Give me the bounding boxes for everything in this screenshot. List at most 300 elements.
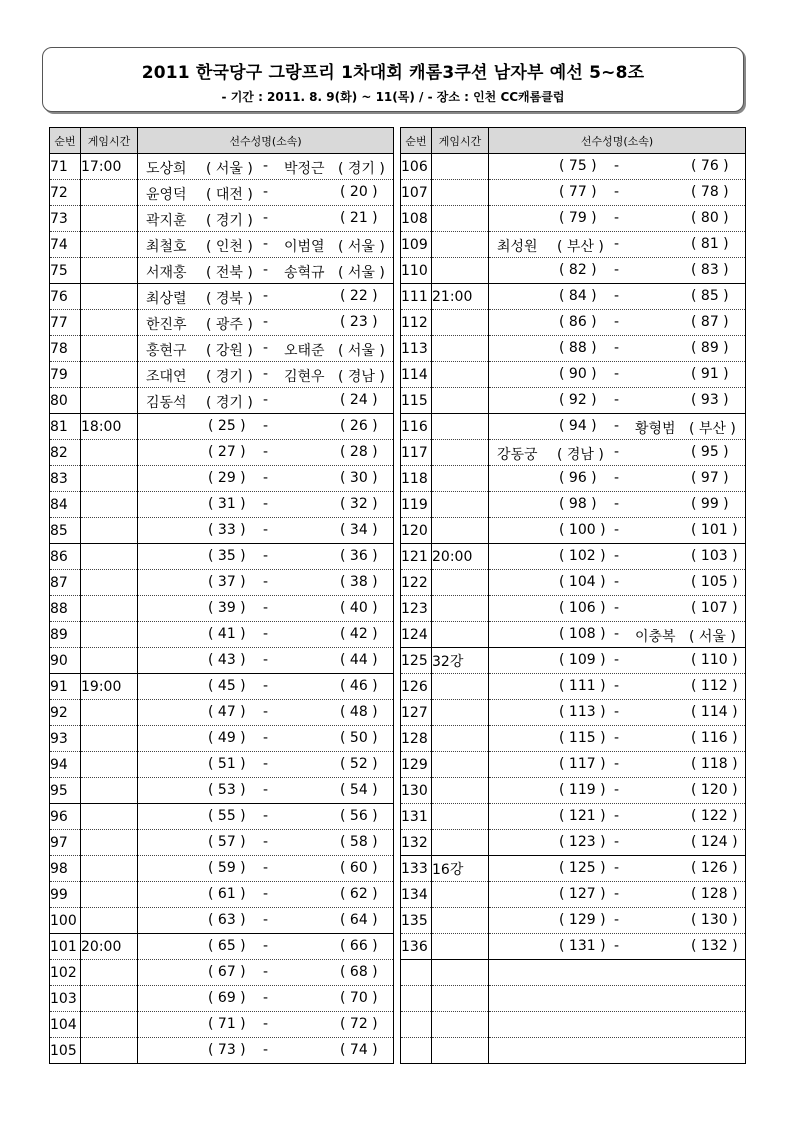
- players-cell: [138, 986, 394, 1012]
- player2-name: 박정근: [284, 161, 325, 177]
- match-number: 71: [50, 154, 81, 180]
- player2-affiliation: ( 126 ): [691, 860, 738, 876]
- vs-dash: -: [263, 184, 269, 200]
- player1-affiliation: ( 41 ): [208, 626, 246, 642]
- match-number: 102: [50, 960, 81, 986]
- col-header-num: 순번: [50, 128, 81, 154]
- vs-dash: -: [263, 470, 269, 486]
- players-cell: [138, 596, 394, 622]
- player1-affiliation: ( 대전 ): [206, 187, 253, 203]
- match-number: 135: [401, 908, 432, 934]
- vs-dash: -: [263, 288, 269, 304]
- players-cell: [138, 960, 394, 986]
- player2-name: 이충복: [635, 629, 676, 645]
- table-row: [50, 648, 394, 674]
- vs-dash: -: [263, 886, 269, 902]
- player1-affiliation: ( 27 ): [208, 444, 246, 460]
- match-number: 81: [50, 414, 81, 440]
- player1-name: 한진후: [146, 317, 187, 333]
- game-time: [81, 622, 138, 648]
- match-number: 72: [50, 180, 81, 206]
- table-row: [50, 960, 394, 986]
- match-number: 96: [50, 804, 81, 830]
- players-cell: [138, 154, 394, 180]
- player1-affiliation: ( 65 ): [208, 938, 246, 954]
- table-row: [50, 674, 394, 700]
- title-box: [42, 47, 744, 112]
- match-number: 88: [50, 596, 81, 622]
- players-cell: [138, 466, 394, 492]
- table-row: [401, 492, 746, 518]
- table-row: [50, 466, 394, 492]
- game-time: [81, 440, 138, 466]
- table-row: [401, 466, 746, 492]
- table-row: [401, 752, 746, 778]
- match-number: [401, 1038, 432, 1064]
- vs-dash: -: [614, 704, 620, 720]
- player1-affiliation: ( 47 ): [208, 704, 246, 720]
- game-time: [432, 960, 489, 986]
- player1-affiliation: ( 광주 ): [206, 317, 253, 333]
- player1-affiliation: ( 84 ): [559, 288, 597, 304]
- vs-dash: -: [614, 366, 620, 382]
- player2-affiliation: ( 101 ): [691, 522, 738, 538]
- player2-affiliation: ( 44 ): [340, 652, 378, 668]
- player1-name: 조대연: [146, 369, 187, 385]
- player1-affiliation: ( 98 ): [559, 496, 597, 512]
- table-row: [50, 700, 394, 726]
- game-time: [432, 336, 489, 362]
- table-row: [401, 830, 746, 856]
- table-row: [401, 362, 746, 388]
- player1-affiliation: ( 125 ): [559, 860, 606, 876]
- game-time: [81, 492, 138, 518]
- table-row: [50, 310, 394, 336]
- vs-dash: -: [263, 574, 269, 590]
- table-row: [50, 284, 394, 310]
- players-cell: [138, 232, 394, 258]
- player1-affiliation: ( 부산 ): [557, 239, 604, 255]
- player2-affiliation: ( 74 ): [340, 1042, 378, 1058]
- match-number: 121: [401, 544, 432, 570]
- player2-affiliation: ( 48 ): [340, 704, 378, 720]
- players-cell: [489, 908, 746, 934]
- player1-affiliation: ( 61 ): [208, 886, 246, 902]
- player2-affiliation: ( 93 ): [691, 392, 729, 408]
- match-number: 86: [50, 544, 81, 570]
- vs-dash: -: [263, 210, 269, 226]
- players-cell: [138, 700, 394, 726]
- match-number: 95: [50, 778, 81, 804]
- table-row: [401, 180, 746, 206]
- table-row: [50, 206, 394, 232]
- player2-affiliation: ( 70 ): [340, 990, 378, 1006]
- player2-name: 송혁규: [284, 265, 325, 281]
- table-row: [50, 908, 394, 934]
- player1-affiliation: ( 90 ): [559, 366, 597, 382]
- player2-affiliation: ( 95 ): [691, 444, 729, 460]
- player1-affiliation: ( 57 ): [208, 834, 246, 850]
- vs-dash: -: [263, 340, 269, 356]
- match-number: 80: [50, 388, 81, 414]
- vs-dash: -: [614, 210, 620, 226]
- match-number: 93: [50, 726, 81, 752]
- match-number: 77: [50, 310, 81, 336]
- player2-affiliation: ( 56 ): [340, 808, 378, 824]
- vs-dash: -: [614, 288, 620, 304]
- game-time: [432, 804, 489, 830]
- player2-affiliation: ( 68 ): [340, 964, 378, 980]
- table-row: [50, 622, 394, 648]
- table-row: [401, 154, 746, 180]
- players-cell: [138, 648, 394, 674]
- game-time: [81, 960, 138, 986]
- match-number: 106: [401, 154, 432, 180]
- player1-affiliation: ( 109 ): [559, 652, 606, 668]
- table-row: [401, 1012, 746, 1038]
- match-number: 73: [50, 206, 81, 232]
- player2-affiliation: ( 22 ): [340, 288, 378, 304]
- player2-affiliation: ( 경기 ): [338, 161, 385, 177]
- player2-affiliation: ( 78 ): [691, 184, 729, 200]
- match-number: 136: [401, 934, 432, 960]
- match-number: 84: [50, 492, 81, 518]
- vs-dash: -: [263, 522, 269, 538]
- match-number: 124: [401, 622, 432, 648]
- player2-affiliation: ( 58 ): [340, 834, 378, 850]
- game-time: [432, 908, 489, 934]
- player2-affiliation: ( 80 ): [691, 210, 729, 226]
- game-time: [81, 570, 138, 596]
- match-number: 131: [401, 804, 432, 830]
- player2-affiliation: ( 32 ): [340, 496, 378, 512]
- players-cell: [489, 466, 746, 492]
- player1-name: 김동석: [146, 395, 187, 411]
- vs-dash: -: [263, 626, 269, 642]
- table-row: [401, 908, 746, 934]
- player1-affiliation: ( 51 ): [208, 756, 246, 772]
- player2-affiliation: ( 23 ): [340, 314, 378, 330]
- match-number: [401, 960, 432, 986]
- players-cell: [489, 154, 746, 180]
- player1-affiliation: ( 경남 ): [557, 447, 604, 463]
- game-time: [81, 284, 138, 310]
- player1-affiliation: ( 96 ): [559, 470, 597, 486]
- match-number: 114: [401, 362, 432, 388]
- players-cell: [138, 726, 394, 752]
- game-time: [81, 258, 138, 284]
- player1-affiliation: ( 102 ): [559, 548, 606, 564]
- page-subtitle: - 기간 : 2011. 8. 9(화) ~ 11(목) / - 장소 : 인천 CC캐롬클럽: [221, 90, 565, 104]
- players-cell: [489, 518, 746, 544]
- vs-dash: -: [614, 418, 620, 434]
- game-time: [432, 310, 489, 336]
- players-cell: [489, 388, 746, 414]
- table-row: [50, 726, 394, 752]
- game-time: [81, 544, 138, 570]
- players-cell: [138, 778, 394, 804]
- match-number: 116: [401, 414, 432, 440]
- table-row: [50, 830, 394, 856]
- match-number: 76: [50, 284, 81, 310]
- vs-dash: -: [614, 834, 620, 850]
- player2-affiliation: ( 52 ): [340, 756, 378, 772]
- game-time: [432, 180, 489, 206]
- player1-affiliation: ( 86 ): [559, 314, 597, 330]
- game-time: [81, 804, 138, 830]
- game-time: [432, 778, 489, 804]
- player1-name: 홍현구: [146, 343, 187, 359]
- player2-affiliation: ( 81 ): [691, 236, 729, 252]
- game-time: [81, 388, 138, 414]
- players-cell: [138, 934, 394, 960]
- players-cell: [489, 206, 746, 232]
- vs-dash: -: [263, 548, 269, 564]
- game-time: [432, 622, 489, 648]
- vs-dash: -: [263, 756, 269, 772]
- players-cell: [138, 544, 394, 570]
- match-number: 98: [50, 856, 81, 882]
- match-number: 83: [50, 466, 81, 492]
- table-row: [401, 336, 746, 362]
- player1-name: 곽지훈: [146, 213, 187, 229]
- player1-affiliation: ( 67 ): [208, 964, 246, 980]
- vs-dash: -: [614, 496, 620, 512]
- game-time: [432, 362, 489, 388]
- player1-affiliation: ( 45 ): [208, 678, 246, 694]
- table-row: [401, 570, 746, 596]
- game-time: 20:00: [432, 544, 489, 570]
- table-row: [50, 388, 394, 414]
- player1-affiliation: ( 경기 ): [206, 213, 253, 229]
- player1-affiliation: ( 104 ): [559, 574, 606, 590]
- game-time: [81, 336, 138, 362]
- game-time: [81, 752, 138, 778]
- game-time: [432, 570, 489, 596]
- players-cell: [489, 986, 746, 1012]
- player1-affiliation: ( 인천 ): [206, 239, 253, 255]
- player1-affiliation: ( 113 ): [559, 704, 606, 720]
- player2-name: 오태준: [284, 343, 325, 359]
- players-cell: [138, 1012, 394, 1038]
- players-cell: [138, 882, 394, 908]
- players-cell: [138, 258, 394, 284]
- game-time: [81, 310, 138, 336]
- player2-name: 김현우: [284, 369, 325, 385]
- player2-affiliation: ( 85 ): [691, 288, 729, 304]
- table-row: [50, 596, 394, 622]
- players-cell: [138, 362, 394, 388]
- players-cell: [489, 960, 746, 986]
- match-number: 119: [401, 492, 432, 518]
- vs-dash: -: [263, 782, 269, 798]
- match-number: 94: [50, 752, 81, 778]
- players-cell: [138, 1038, 394, 1064]
- match-number: 118: [401, 466, 432, 492]
- vs-dash: -: [614, 626, 620, 642]
- player1-name: 최상렬: [146, 291, 187, 307]
- player2-affiliation: ( 105 ): [691, 574, 738, 590]
- table-row: [401, 518, 746, 544]
- game-time: [432, 934, 489, 960]
- match-number: 87: [50, 570, 81, 596]
- match-number: 130: [401, 778, 432, 804]
- players-cell: [138, 284, 394, 310]
- player2-affiliation: ( 97 ): [691, 470, 729, 486]
- players-cell: [489, 1012, 746, 1038]
- table-row: [50, 258, 394, 284]
- player2-affiliation: ( 116 ): [691, 730, 738, 746]
- match-number: 108: [401, 206, 432, 232]
- player2-affiliation: ( 36 ): [340, 548, 378, 564]
- game-time: [432, 830, 489, 856]
- players-cell: [138, 674, 394, 700]
- game-time: [81, 180, 138, 206]
- player1-affiliation: ( 117 ): [559, 756, 606, 772]
- table-row: [401, 206, 746, 232]
- player2-affiliation: ( 60 ): [340, 860, 378, 876]
- players-cell: [489, 492, 746, 518]
- player2-affiliation: ( 21 ): [340, 210, 378, 226]
- vs-dash: -: [263, 834, 269, 850]
- vs-dash: -: [263, 158, 269, 174]
- match-number: 126: [401, 674, 432, 700]
- player2-affiliation: ( 118 ): [691, 756, 738, 772]
- player1-affiliation: ( 92 ): [559, 392, 597, 408]
- player2-affiliation: ( 26 ): [340, 418, 378, 434]
- vs-dash: -: [263, 444, 269, 460]
- vs-dash: -: [614, 574, 620, 590]
- match-number: 125: [401, 648, 432, 674]
- game-time: 19:00: [81, 674, 138, 700]
- table-row: [401, 960, 746, 986]
- vs-dash: -: [614, 158, 620, 174]
- players-cell: [489, 882, 746, 908]
- game-time: [432, 986, 489, 1012]
- vs-dash: -: [614, 444, 620, 460]
- game-time: [432, 414, 489, 440]
- vs-dash: -: [263, 860, 269, 876]
- player1-name: 최성원: [497, 239, 538, 255]
- vs-dash: -: [263, 392, 269, 408]
- players-cell: [138, 908, 394, 934]
- vs-dash: -: [263, 314, 269, 330]
- game-time: 21:00: [432, 284, 489, 310]
- match-number: 104: [50, 1012, 81, 1038]
- player1-affiliation: ( 94 ): [559, 418, 597, 434]
- vs-dash: -: [263, 418, 269, 434]
- vs-dash: -: [263, 964, 269, 980]
- game-time: [432, 596, 489, 622]
- game-time: [81, 1012, 138, 1038]
- match-number: 133: [401, 856, 432, 882]
- vs-dash: -: [614, 236, 620, 252]
- player2-affiliation: ( 132 ): [691, 938, 738, 954]
- vs-dash: -: [263, 1016, 269, 1032]
- match-number: 128: [401, 726, 432, 752]
- player2-affiliation: ( 112 ): [691, 678, 738, 694]
- table-row: [50, 232, 394, 258]
- game-time: [81, 856, 138, 882]
- players-cell: [489, 648, 746, 674]
- vs-dash: -: [614, 730, 620, 746]
- game-time: [432, 674, 489, 700]
- player2-affiliation: ( 부산 ): [689, 421, 736, 437]
- table-row: [50, 544, 394, 570]
- vs-dash: -: [614, 938, 620, 954]
- match-number: 78: [50, 336, 81, 362]
- game-time: 32강: [432, 648, 489, 674]
- players-cell: [489, 804, 746, 830]
- player1-affiliation: ( 경기 ): [206, 395, 253, 411]
- game-time: [81, 986, 138, 1012]
- table-row: [50, 492, 394, 518]
- players-cell: [489, 310, 746, 336]
- player1-affiliation: ( 39 ): [208, 600, 246, 616]
- player1-affiliation: ( 71 ): [208, 1016, 246, 1032]
- players-cell: [489, 232, 746, 258]
- player2-affiliation: ( 114 ): [691, 704, 738, 720]
- player1-affiliation: ( 43 ): [208, 652, 246, 668]
- player1-affiliation: ( 경북 ): [206, 291, 253, 307]
- player2-affiliation: ( 130 ): [691, 912, 738, 928]
- game-time: [81, 908, 138, 934]
- player1-affiliation: ( 35 ): [208, 548, 246, 564]
- match-number: 97: [50, 830, 81, 856]
- player2-affiliation: ( 66 ): [340, 938, 378, 954]
- player2-affiliation: ( 76 ): [691, 158, 729, 174]
- player2-name: 황형범: [635, 421, 676, 437]
- players-cell: [489, 544, 746, 570]
- players-cell: [489, 180, 746, 206]
- vs-dash: -: [614, 548, 620, 564]
- table-row: [401, 284, 746, 310]
- player1-affiliation: ( 73 ): [208, 1042, 246, 1058]
- player2-affiliation: ( 54 ): [340, 782, 378, 798]
- game-time: [81, 518, 138, 544]
- player1-name: 도상희: [146, 161, 187, 177]
- table-row: [401, 934, 746, 960]
- players-cell: [489, 414, 746, 440]
- game-time: [81, 232, 138, 258]
- table-row: [401, 232, 746, 258]
- game-time: [81, 726, 138, 752]
- vs-dash: -: [263, 912, 269, 928]
- table-row: [401, 674, 746, 700]
- player2-affiliation: ( 38 ): [340, 574, 378, 590]
- player2-affiliation: ( 103 ): [691, 548, 738, 564]
- players-cell: [489, 700, 746, 726]
- players-cell: [138, 206, 394, 232]
- player2-affiliation: ( 30 ): [340, 470, 378, 486]
- players-cell: [138, 622, 394, 648]
- game-time: [81, 466, 138, 492]
- player1-affiliation: ( 111 ): [559, 678, 606, 694]
- match-number: 91: [50, 674, 81, 700]
- players-cell: [489, 596, 746, 622]
- vs-dash: -: [263, 262, 269, 278]
- table-row: [50, 934, 394, 960]
- game-time: [432, 700, 489, 726]
- table-row: [50, 414, 394, 440]
- match-number: 127: [401, 700, 432, 726]
- table-row: [401, 388, 746, 414]
- table-row: [401, 258, 746, 284]
- player2-affiliation: ( 46 ): [340, 678, 378, 694]
- match-number: 74: [50, 232, 81, 258]
- player2-affiliation: ( 경남 ): [338, 369, 385, 385]
- match-number: 107: [401, 180, 432, 206]
